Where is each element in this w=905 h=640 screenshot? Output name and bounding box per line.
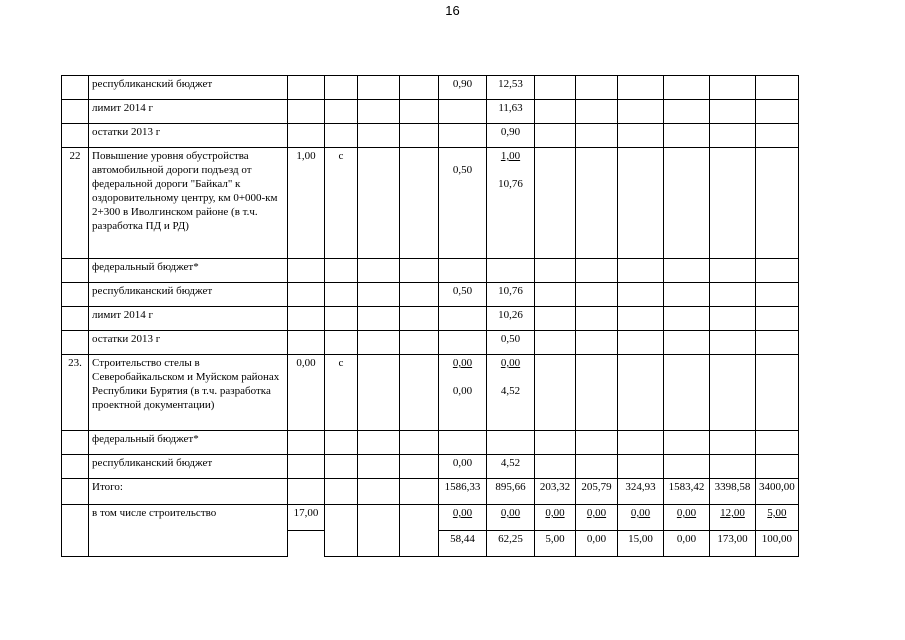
col-empty: [358, 331, 400, 355]
col-empty: [710, 283, 756, 307]
col-empty: [710, 124, 756, 148]
col-empty: [756, 431, 799, 455]
col-empty: [756, 455, 799, 479]
construction-top-value: 0,00: [535, 505, 576, 531]
row-name: Строительство стелы в Северобайкальском и Муйском районах Республики Бурятия (в т.ч. разработка проектной документации): [89, 355, 288, 431]
row-number: 23.: [62, 355, 89, 431]
col-empty: [535, 124, 576, 148]
col-empty: [756, 355, 799, 431]
construction-bottom-value: 58,44: [439, 531, 487, 557]
construction-bottom-value: 100,00: [756, 531, 799, 557]
col-c7: 0,50: [487, 331, 535, 355]
col-empty: [618, 331, 664, 355]
col-empty: [756, 331, 799, 355]
col-empty: [756, 259, 799, 283]
construction-capacity: 17,00: [288, 505, 325, 531]
col-empty: [535, 259, 576, 283]
row-name: республиканский бюджет: [89, 76, 288, 100]
col-empty: [664, 455, 710, 479]
col-c7: [487, 259, 535, 283]
row-number: [62, 124, 89, 148]
col-empty: [535, 148, 576, 259]
col-empty: [756, 307, 799, 331]
col-empty: [576, 283, 618, 307]
value-bottom: 0,00: [452, 385, 473, 397]
col-empty: [664, 76, 710, 100]
row-name: остатки 2013 г: [89, 124, 288, 148]
col-empty: [710, 355, 756, 431]
col-empty: [664, 283, 710, 307]
col-type: [325, 100, 358, 124]
table-row: [62, 355, 799, 431]
col-c6: [439, 355, 487, 431]
col-empty: [358, 479, 400, 505]
col-empty: [710, 331, 756, 355]
col-empty: [664, 148, 710, 259]
col-empty: [618, 431, 664, 455]
col-empty: [358, 100, 400, 124]
construction-bottom-value: 0,00: [664, 531, 710, 557]
col-empty: [535, 331, 576, 355]
col-empty: [400, 307, 439, 331]
col-c6: [439, 148, 487, 259]
row-name: республиканский бюджет: [89, 455, 288, 479]
col-empty: [400, 355, 439, 431]
col-empty: [576, 355, 618, 431]
col-empty: [576, 259, 618, 283]
col-empty: [358, 505, 400, 557]
col-capacity: [288, 331, 325, 355]
col-c6: [439, 259, 487, 283]
row-number: [62, 283, 89, 307]
total-value: 3398,58: [710, 479, 756, 505]
col-capacity: 0,00: [288, 355, 325, 431]
total-value: 324,93: [618, 479, 664, 505]
col-empty: [576, 76, 618, 100]
row-number: [62, 76, 89, 100]
col-empty: [358, 355, 400, 431]
col-empty: [710, 307, 756, 331]
col-c6: 0,00: [439, 455, 487, 479]
col-empty: [400, 505, 439, 557]
col-empty: [710, 455, 756, 479]
col-capacity: [288, 283, 325, 307]
col-capacity: [288, 431, 325, 455]
col-empty: [358, 259, 400, 283]
col-type: [325, 331, 358, 355]
row-number: 22: [62, 148, 89, 259]
table-row: [62, 455, 799, 479]
col-c7: [487, 148, 535, 259]
total-row: [62, 479, 799, 505]
value-bottom: 10,76: [498, 178, 523, 190]
col-empty: [618, 259, 664, 283]
table-row: [62, 431, 799, 455]
col-empty: [618, 76, 664, 100]
col-capacity: [288, 307, 325, 331]
col-empty: [664, 355, 710, 431]
construction-bottom-value: 62,25: [487, 531, 535, 557]
table-row: [62, 76, 799, 100]
row-name: остатки 2013 г: [89, 331, 288, 355]
col-empty: [400, 283, 439, 307]
construction-bottom-value: 5,00: [535, 531, 576, 557]
col-type: [325, 76, 358, 100]
col-empty: [664, 100, 710, 124]
col-c6: [439, 307, 487, 331]
col-empty: [535, 76, 576, 100]
row-number: [62, 259, 89, 283]
col-capacity: [288, 100, 325, 124]
col-empty: [618, 283, 664, 307]
col-empty: [358, 283, 400, 307]
col-capacity: [288, 455, 325, 479]
col-empty: [710, 100, 756, 124]
table-row: [62, 148, 799, 259]
col-empty: [710, 259, 756, 283]
col-empty: [325, 479, 358, 505]
col-empty: [664, 124, 710, 148]
col-type: [325, 259, 358, 283]
col-empty: [325, 505, 358, 557]
construction-top-value: 0,00: [439, 505, 487, 531]
col-empty: [756, 76, 799, 100]
row-name: федеральный бюджет*: [89, 431, 288, 455]
table-row: [62, 283, 799, 307]
table-row: [62, 124, 799, 148]
col-empty: [535, 355, 576, 431]
page-number: 16: [445, 3, 460, 18]
construction-bottom-value: 0,00: [576, 531, 618, 557]
col-empty: [664, 331, 710, 355]
col-capacity: [288, 124, 325, 148]
col-c6: [439, 331, 487, 355]
col-c7: 10,26: [487, 307, 535, 331]
col-empty: [756, 100, 799, 124]
construction-label: в том числе строительство: [89, 505, 288, 557]
construction-row: [62, 505, 799, 531]
total-value: 1586,33: [439, 479, 487, 505]
col-type: [325, 455, 358, 479]
col-empty: [576, 148, 618, 259]
col-empty: [756, 148, 799, 259]
col-empty: [710, 431, 756, 455]
col-empty: [618, 455, 664, 479]
col-capacity: [288, 76, 325, 100]
col-empty: [756, 283, 799, 307]
col-c6: 0,90: [439, 76, 487, 100]
col-c7: 0,90: [487, 124, 535, 148]
value-top: 0,00: [500, 357, 521, 369]
col-empty: [756, 124, 799, 148]
col-empty: [618, 124, 664, 148]
col-empty: [710, 148, 756, 259]
col-c7: 12,53: [487, 76, 535, 100]
col-empty: [576, 124, 618, 148]
value-top: 1,00: [500, 150, 521, 162]
row-number: [62, 307, 89, 331]
total-label: Итого:: [89, 479, 288, 505]
col-empty: [288, 531, 325, 557]
col-c6: [439, 124, 487, 148]
construction-top-value: 12,00: [710, 505, 756, 531]
col-empty: [358, 431, 400, 455]
row-number: [62, 431, 89, 455]
construction-top-value: 0,00: [664, 505, 710, 531]
col-empty: [710, 76, 756, 100]
value-top: 0,00: [452, 357, 473, 369]
col-type: [325, 283, 358, 307]
col-empty: [618, 100, 664, 124]
col-empty: [576, 455, 618, 479]
value-bottom: 4,52: [500, 385, 521, 397]
col-c7: [487, 355, 535, 431]
col-c7: 4,52: [487, 455, 535, 479]
col-empty: [400, 148, 439, 259]
total-value: 203,32: [535, 479, 576, 505]
col-type: с: [325, 355, 358, 431]
construction-top-value: 0,00: [618, 505, 664, 531]
col-empty: [535, 455, 576, 479]
col-empty: [576, 431, 618, 455]
total-value: 895,66: [487, 479, 535, 505]
total-value: 205,79: [576, 479, 618, 505]
col-empty: [400, 124, 439, 148]
table-row: [62, 100, 799, 124]
value-bottom: 0,50: [452, 164, 473, 176]
col-empty: [576, 331, 618, 355]
col-empty: [400, 331, 439, 355]
col-type: [325, 124, 358, 148]
row-name: лимит 2014 г: [89, 100, 288, 124]
col-empty: [288, 479, 325, 505]
row-name: федеральный бюджет*: [89, 259, 288, 283]
col-empty: [358, 76, 400, 100]
table-row: [62, 307, 799, 331]
construction-top-value: 5,00: [756, 505, 799, 531]
construction-top-value: 0,00: [487, 505, 535, 531]
col-c7: 11,63: [487, 100, 535, 124]
col-type: [325, 307, 358, 331]
row-name: Повышение уровня обустройства автомобильной дороги подъезд от федеральной дороги "Байкал" к оздоровительному центру, км 0+000-км 2+300 в Иволгинском районе (в т.ч. разработка ПД и РД): [89, 148, 288, 259]
col-empty: [576, 307, 618, 331]
construction-bottom-value: 173,00: [710, 531, 756, 557]
col-empty: [618, 148, 664, 259]
col-empty: [576, 100, 618, 124]
col-empty: [618, 307, 664, 331]
col-empty: [400, 259, 439, 283]
table-row: [62, 331, 799, 355]
col-empty: [664, 259, 710, 283]
row-number: [62, 505, 89, 557]
col-empty: [664, 431, 710, 455]
col-empty: [358, 455, 400, 479]
row-number: [62, 331, 89, 355]
col-empty: [400, 76, 439, 100]
table-row: [62, 259, 799, 283]
col-empty: [664, 307, 710, 331]
construction-bottom-value: 15,00: [618, 531, 664, 557]
row-number: [62, 455, 89, 479]
col-empty: [535, 100, 576, 124]
col-empty: [400, 455, 439, 479]
col-type: [325, 431, 358, 455]
col-capacity: 1,00: [288, 148, 325, 259]
col-c6: 0,50: [439, 283, 487, 307]
row-name: республиканский бюджет: [89, 283, 288, 307]
col-empty: [400, 479, 439, 505]
col-empty: [535, 431, 576, 455]
col-empty: [358, 148, 400, 259]
col-empty: [618, 355, 664, 431]
construction-top-value: 0,00: [576, 505, 618, 531]
col-c6: [439, 431, 487, 455]
row-name: лимит 2014 г: [89, 307, 288, 331]
col-capacity: [288, 259, 325, 283]
col-empty: [535, 283, 576, 307]
row-number: [62, 100, 89, 124]
row-number: [62, 479, 89, 505]
total-value: 3400,00: [756, 479, 799, 505]
col-empty: [400, 431, 439, 455]
total-value: 1583,42: [664, 479, 710, 505]
col-c6: [439, 100, 487, 124]
col-empty: [400, 100, 439, 124]
col-empty: [358, 307, 400, 331]
col-empty: [358, 124, 400, 148]
col-c7: [487, 431, 535, 455]
col-empty: [535, 307, 576, 331]
budget-table: [61, 75, 799, 557]
col-type: с: [325, 148, 358, 259]
col-c7: 10,76: [487, 283, 535, 307]
